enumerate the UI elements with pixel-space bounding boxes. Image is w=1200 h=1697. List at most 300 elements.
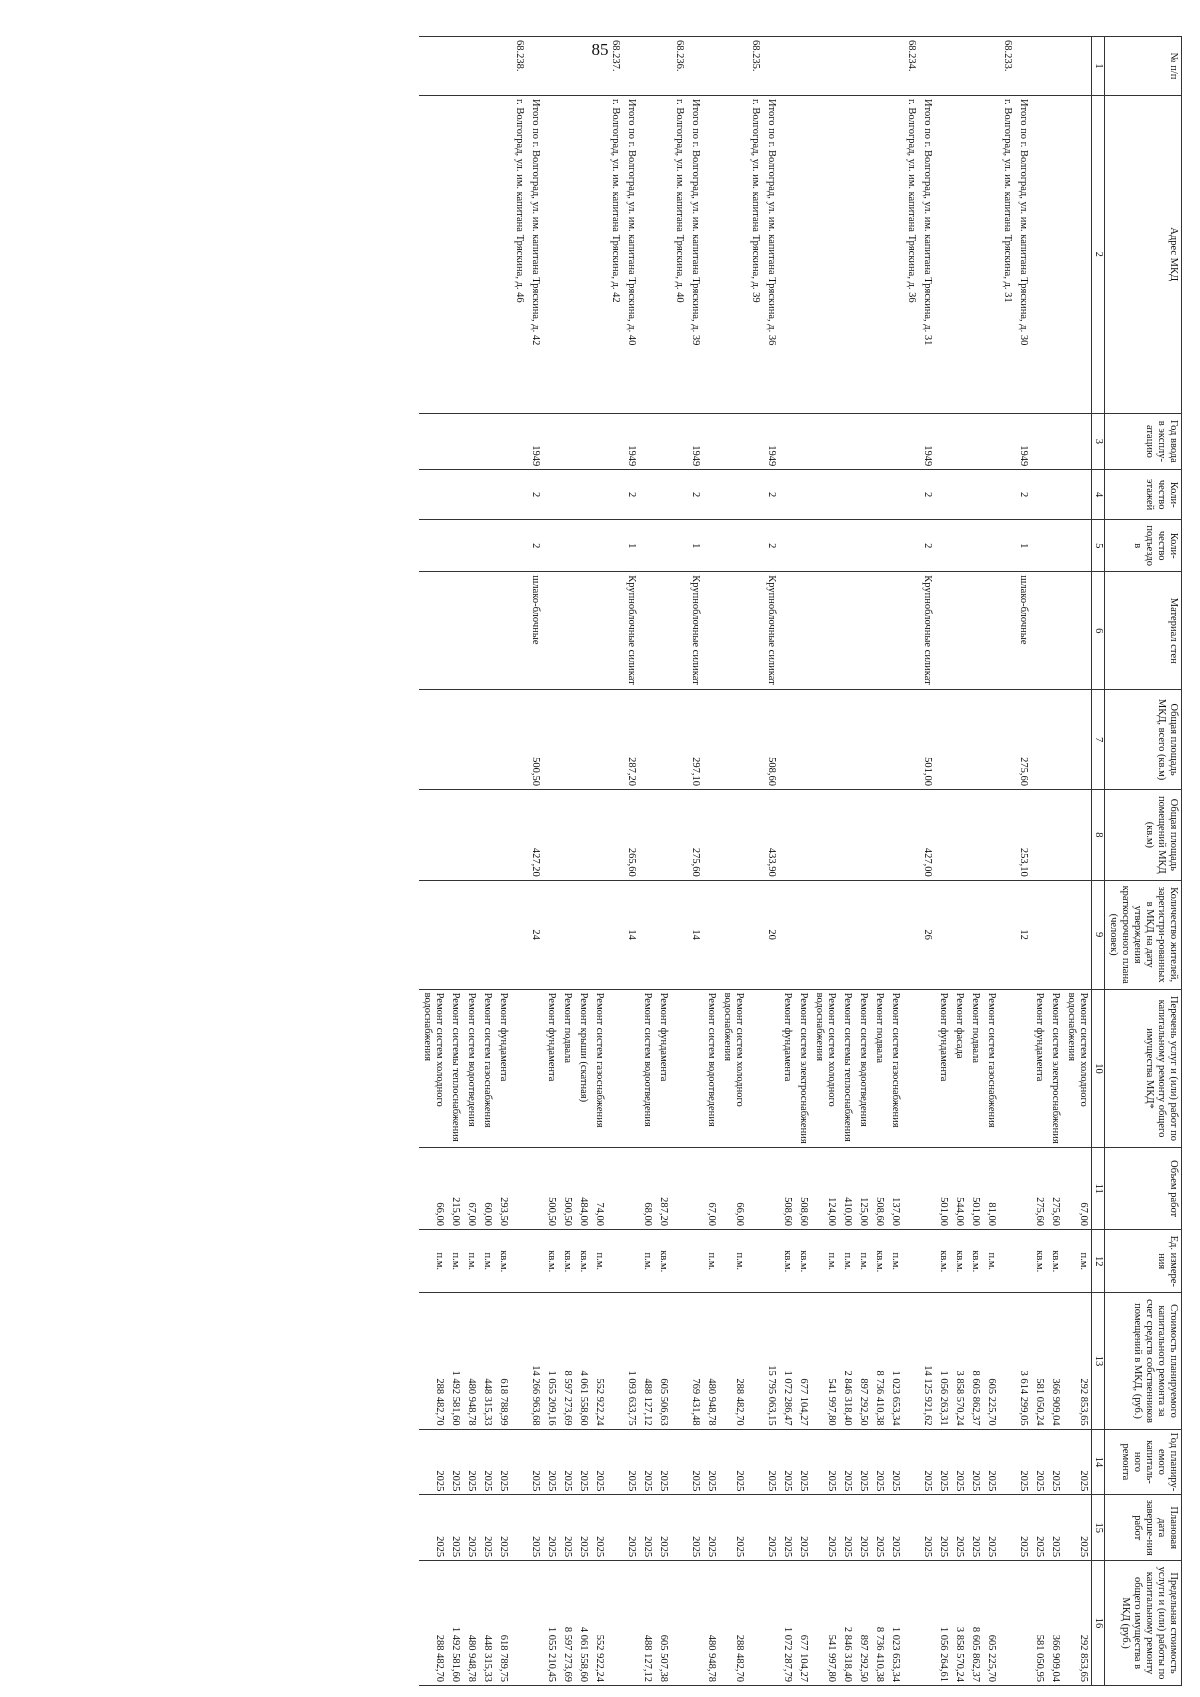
empty-cell: [795, 880, 811, 989]
empty-cell: [871, 572, 887, 690]
empty-cell: [655, 95, 671, 413]
work-volume: 124,00: [811, 1148, 839, 1230]
empty-cell: [935, 572, 951, 690]
page-number: 85: [591, 40, 609, 59]
work-unit: п.м.: [719, 1229, 747, 1293]
empty-cell: [1063, 572, 1092, 690]
empty-cell: [719, 413, 747, 470]
work-unit: кв.м.: [559, 1229, 575, 1293]
house-address: г. Волгоград, ул. им. капитана Тряскина, д. 46: [511, 95, 527, 413]
empty-cell: [559, 690, 575, 790]
house-address: г. Волгоград, ул. им. капитана Тряскина, д. 39: [747, 95, 763, 413]
empty-cell: [655, 520, 671, 572]
work-volume: 66,00: [419, 1148, 447, 1230]
empty-cell: [999, 880, 1015, 989]
empty-cell: [1015, 1561, 1031, 1686]
empty-cell: [999, 790, 1015, 881]
empty-cell: [1047, 790, 1063, 881]
work-name: Ремонт системы теплоснабжения: [839, 989, 855, 1148]
empty-cell: [1031, 520, 1047, 572]
column-header: Материал стен: [1105, 572, 1182, 690]
empty-cell: [527, 1148, 543, 1230]
total-cost: 1 093 633,75: [623, 1293, 639, 1429]
entrances: 1: [687, 520, 703, 572]
empty-cell: [479, 572, 495, 690]
wall-material: Крупноблочные силикат: [763, 572, 779, 690]
residents-count: 14: [687, 880, 703, 989]
empty-cell: [575, 95, 591, 413]
completion-date: 2025: [575, 1495, 591, 1561]
empty-cell: [495, 880, 511, 989]
entrances: 2: [527, 520, 543, 572]
work-row: [639, 37, 655, 1686]
empty-cell: [903, 572, 919, 690]
column-header: № п/п: [1105, 37, 1182, 96]
empty-cell: [779, 95, 795, 413]
house-address: г. Волгоград, ул. им. капитана Тряскина, д. 40: [671, 95, 687, 413]
work-name: Ремонт систем газоснабжения: [479, 989, 495, 1148]
empty-cell: [1047, 880, 1063, 989]
empty-cell: [419, 413, 447, 470]
empty-cell: [855, 95, 871, 413]
work-cost: 288 482,70: [719, 1293, 747, 1429]
empty-cell: [983, 572, 999, 690]
work-name: Ремонт подвала: [871, 989, 887, 1148]
empty-cell: [511, 1561, 527, 1686]
work-row: [811, 37, 839, 1686]
empty-cell: [607, 572, 623, 690]
empty-cell: [719, 37, 747, 96]
empty-cell: [839, 690, 855, 790]
total-row: [919, 37, 935, 1686]
repair-year: 2025: [463, 1429, 479, 1495]
work-row: [935, 37, 951, 1686]
completion-date: 2025: [839, 1495, 855, 1561]
empty-cell: [511, 1293, 527, 1429]
empty-cell: [655, 790, 671, 881]
cost-limit: 1 056 264,61: [935, 1561, 951, 1686]
empty-cell: [671, 1229, 687, 1293]
empty-cell: [607, 1429, 623, 1495]
empty-cell: [919, 989, 935, 1148]
empty-cell: [511, 572, 527, 690]
empty-cell: [1031, 690, 1047, 790]
empty-cell: [983, 790, 999, 881]
entrances: 2: [919, 520, 935, 572]
empty-cell: [703, 413, 719, 470]
column-header: Стоимость планируемого капитального ремонта за счет средств собственников помещений в МКД, (руб.): [1105, 1293, 1182, 1429]
work-cost: 605 225,70: [983, 1293, 999, 1429]
work-volume: 275,60: [1031, 1148, 1047, 1230]
total-cost: 15 795 063,15: [763, 1293, 779, 1429]
cost-limit: 552 922,24: [591, 1561, 607, 1686]
empty-cell: [495, 470, 511, 520]
empty-cell: [463, 790, 479, 881]
empty-cell: [903, 1148, 919, 1230]
empty-cell: [719, 95, 747, 413]
empty-cell: [903, 1561, 919, 1686]
empty-cell: [703, 690, 719, 790]
area-rooms: 427,00: [919, 790, 935, 881]
work-row: [983, 37, 999, 1686]
empty-cell: [935, 413, 951, 470]
work-name: Ремонт систем водоотведения: [463, 989, 479, 1148]
column-header: Ед. измере-ния: [1105, 1229, 1182, 1293]
empty-cell: [607, 1495, 623, 1561]
completion-date: 2025: [1047, 1495, 1063, 1561]
empty-cell: [671, 690, 687, 790]
cost-limit: 677 104,27: [795, 1561, 811, 1686]
work-unit: п.м.: [887, 1229, 903, 1293]
empty-cell: [839, 520, 855, 572]
empty-cell: [839, 37, 855, 96]
work-volume: 508,60: [779, 1148, 795, 1230]
repair-year: 2025: [639, 1429, 655, 1495]
work-cost: 541 997,80: [811, 1293, 839, 1429]
cost-limit: 2 846 318,40: [839, 1561, 855, 1686]
empty-cell: [903, 1429, 919, 1495]
column-header: Год ввода в эксплу-атацию: [1105, 413, 1182, 470]
floors: 2: [623, 470, 639, 520]
empty-cell: [967, 520, 983, 572]
empty-cell: [999, 520, 1015, 572]
empty-cell: [1063, 690, 1092, 790]
column-number-row: [1092, 37, 1105, 1686]
work-cost: 677 104,27: [795, 1293, 811, 1429]
empty-cell: [1063, 95, 1092, 413]
area-rooms: 433,90: [763, 790, 779, 881]
house-row: [607, 37, 623, 1686]
empty-cell: [447, 572, 463, 690]
empty-cell: [559, 520, 575, 572]
empty-cell: [1047, 520, 1063, 572]
work-volume: 125,00: [855, 1148, 871, 1230]
empty-cell: [511, 520, 527, 572]
work-row: [795, 37, 811, 1686]
empty-cell: [855, 413, 871, 470]
house-address: г. Волгоград, ул. им. капитана Тряскина, д. 36: [903, 95, 919, 413]
empty-cell: [967, 37, 983, 96]
empty-cell: [951, 413, 967, 470]
completion-date: 2025: [763, 1495, 779, 1561]
empty-cell: [607, 1148, 623, 1230]
empty-cell: [951, 95, 967, 413]
floors: 2: [763, 470, 779, 520]
empty-cell: [703, 520, 719, 572]
completion-date: 2025: [543, 1495, 559, 1561]
column-number: 1: [1092, 37, 1105, 96]
work-cost: 448 315,33: [479, 1293, 495, 1429]
empty-cell: [671, 1293, 687, 1429]
empty-cell: [575, 880, 591, 989]
empty-cell: [747, 1293, 763, 1429]
cost-limit: 618 789,75: [495, 1561, 511, 1686]
work-row: [575, 37, 591, 1686]
work-volume: 500,50: [543, 1148, 559, 1230]
total-address: Итого по г. Волгоград, ул. им. капитана Тряскина, д. 30: [1015, 95, 1031, 413]
work-unit: п.м.: [419, 1229, 447, 1293]
empty-cell: [719, 572, 747, 690]
repair-year: 2025: [1031, 1429, 1047, 1495]
empty-cell: [1031, 37, 1047, 96]
empty-cell: [623, 1148, 639, 1230]
column-number: 8: [1092, 790, 1105, 881]
cost-limit: 581 050,95: [1031, 1561, 1047, 1686]
work-row: [871, 37, 887, 1686]
work-row: [951, 37, 967, 1686]
empty-cell: [1063, 520, 1092, 572]
work-row: [1031, 37, 1047, 1686]
work-row: [1063, 37, 1092, 1686]
cost-limit: 4 061 558,60: [575, 1561, 591, 1686]
empty-cell: [747, 880, 763, 989]
empty-cell: [419, 790, 447, 881]
year-built: 1949: [1015, 413, 1031, 470]
work-cost: 288 482,70: [419, 1293, 447, 1429]
work-unit: кв.м.: [935, 1229, 951, 1293]
cost-limit: 8 597 273,69: [559, 1561, 575, 1686]
work-unit: п.м.: [1063, 1229, 1092, 1293]
repair-year: 2025: [855, 1429, 871, 1495]
row-number: 68.236.: [671, 37, 687, 96]
empty-cell: [1031, 470, 1047, 520]
empty-cell: [623, 989, 639, 1148]
empty-cell: [747, 1229, 763, 1293]
empty-cell: [747, 790, 763, 881]
empty-cell: [1015, 1148, 1031, 1230]
work-cost: 3 858 570,24: [951, 1293, 967, 1429]
empty-cell: [575, 790, 591, 881]
repair-year: 2025: [559, 1429, 575, 1495]
header-row: [1105, 37, 1182, 1686]
empty-cell: [463, 880, 479, 989]
empty-cell: [795, 790, 811, 881]
work-volume: 215,00: [447, 1148, 463, 1230]
empty-cell: [687, 1229, 703, 1293]
empty-cell: [795, 520, 811, 572]
empty-cell: [623, 1561, 639, 1686]
work-unit: кв.м.: [1031, 1229, 1047, 1293]
work-volume: 67,00: [703, 1148, 719, 1230]
empty-cell: [671, 989, 687, 1148]
work-volume: 293,50: [495, 1148, 511, 1230]
empty-cell: [747, 1561, 763, 1686]
empty-cell: [811, 37, 839, 96]
empty-cell: [871, 470, 887, 520]
wall-material: шлако-блочные: [527, 572, 543, 690]
work-volume: 501,00: [935, 1148, 951, 1230]
work-unit: п.м.: [703, 1229, 719, 1293]
work-name: Ремонт систем газоснабжения: [591, 989, 607, 1148]
empty-cell: [479, 690, 495, 790]
empty-cell: [887, 470, 903, 520]
empty-cell: [887, 37, 903, 96]
cost-limit: 605 507,38: [655, 1561, 671, 1686]
repair-year: 2025: [703, 1429, 719, 1495]
empty-cell: [871, 790, 887, 881]
empty-cell: [623, 37, 639, 96]
empty-cell: [703, 572, 719, 690]
empty-cell: [839, 470, 855, 520]
empty-cell: [559, 37, 575, 96]
repair-year: 2025: [871, 1429, 887, 1495]
cost-limit: 1 492 581,60: [447, 1561, 463, 1686]
empty-cell: [463, 37, 479, 96]
empty-cell: [511, 790, 527, 881]
empty-cell: [967, 690, 983, 790]
empty-cell: [839, 790, 855, 881]
empty-cell: [935, 790, 951, 881]
completion-date: 2025: [419, 1495, 447, 1561]
work-unit: кв.м.: [543, 1229, 559, 1293]
repair-year: 2025: [779, 1429, 795, 1495]
work-unit: п.м.: [983, 1229, 999, 1293]
empty-cell: [747, 413, 763, 470]
empty-cell: [763, 37, 779, 96]
completion-date: 2025: [527, 1495, 543, 1561]
work-name: Ремонт систем электроснабжения: [795, 989, 811, 1148]
work-unit: п.м.: [639, 1229, 655, 1293]
empty-cell: [591, 790, 607, 881]
empty-cell: [671, 1495, 687, 1561]
work-row: [463, 37, 479, 1686]
empty-cell: [855, 790, 871, 881]
empty-cell: [779, 520, 795, 572]
empty-cell: [871, 95, 887, 413]
work-unit: кв.м.: [1047, 1229, 1063, 1293]
work-row: [559, 37, 575, 1686]
floors: 2: [919, 470, 935, 520]
residents-count: 26: [919, 880, 935, 989]
empty-cell: [795, 690, 811, 790]
empty-cell: [887, 790, 903, 881]
empty-cell: [855, 470, 871, 520]
empty-cell: [919, 1148, 935, 1230]
total-address: Итого по г. Волгоград, ул. им. капитана Тряскина, д. 31: [919, 95, 935, 413]
column-number: 12: [1092, 1229, 1105, 1293]
empty-cell: [639, 413, 655, 470]
total-address: Итого по г. Волгоград, ул. им. капитана Тряскина, д. 40: [623, 95, 639, 413]
column-number: 16: [1092, 1561, 1105, 1686]
house-address: г. Волгоград, ул. им. капитана Тряскина, д. 31: [999, 95, 1015, 413]
empty-cell: [543, 95, 559, 413]
empty-cell: [639, 37, 655, 96]
empty-cell: [967, 880, 983, 989]
empty-cell: [903, 880, 919, 989]
empty-cell: [607, 470, 623, 520]
work-name: Ремонт подвала: [967, 989, 983, 1148]
work-unit: кв.м.: [779, 1229, 795, 1293]
work-unit: п.м.: [479, 1229, 495, 1293]
work-volume: 508,60: [871, 1148, 887, 1230]
empty-cell: [779, 37, 795, 96]
empty-cell: [703, 790, 719, 881]
work-unit: кв.м.: [871, 1229, 887, 1293]
empty-cell: [495, 413, 511, 470]
empty-cell: [763, 989, 779, 1148]
empty-cell: [903, 989, 919, 1148]
cost-limit: 288 482,70: [419, 1561, 447, 1686]
empty-cell: [607, 1293, 623, 1429]
empty-cell: [1015, 989, 1031, 1148]
empty-cell: [655, 880, 671, 989]
total-row: [623, 37, 639, 1686]
repair-year: 2025: [839, 1429, 855, 1495]
empty-cell: [495, 690, 511, 790]
empty-cell: [543, 520, 559, 572]
column-number: 9: [1092, 880, 1105, 989]
work-name: Ремонт систем холодного водоснабжения: [419, 989, 447, 1148]
empty-cell: [511, 1495, 527, 1561]
completion-date: 2025: [1031, 1495, 1047, 1561]
empty-cell: [811, 413, 839, 470]
empty-cell: [479, 880, 495, 989]
work-volume: 68,00: [639, 1148, 655, 1230]
empty-cell: [511, 1229, 527, 1293]
empty-cell: [919, 1561, 935, 1686]
column-header: Объем работ: [1105, 1148, 1182, 1230]
column-header: Плановая дата заверше-ния работ: [1105, 1495, 1182, 1561]
empty-cell: [575, 413, 591, 470]
area-total: 501,00: [919, 690, 935, 790]
empty-cell: [871, 690, 887, 790]
empty-cell: [983, 520, 999, 572]
column-number: 6: [1092, 572, 1105, 690]
empty-cell: [887, 880, 903, 989]
empty-cell: [779, 690, 795, 790]
repair-year: 2025: [967, 1429, 983, 1495]
empty-cell: [447, 790, 463, 881]
cost-limit: 292 853,65: [1063, 1561, 1092, 1686]
empty-cell: [763, 1148, 779, 1230]
empty-cell: [419, 520, 447, 572]
cost-limit: 605 225,70: [983, 1561, 999, 1686]
completion-date: 2025: [935, 1495, 951, 1561]
work-cost: 4 061 558,60: [575, 1293, 591, 1429]
table-body: [419, 37, 1092, 1686]
empty-cell: [671, 880, 687, 989]
empty-cell: [479, 37, 495, 96]
year-built: 1949: [623, 413, 639, 470]
completion-date: 2025: [559, 1495, 575, 1561]
empty-cell: [999, 690, 1015, 790]
residents-count: 12: [1015, 880, 1031, 989]
completion-date: 2025: [623, 1495, 639, 1561]
work-name: Ремонт фасада: [951, 989, 967, 1148]
work-row: [447, 37, 463, 1686]
work-cost: 552 922,24: [591, 1293, 607, 1429]
cost-limit: 488 127,12: [639, 1561, 655, 1686]
work-cost: 8 597 273,69: [559, 1293, 575, 1429]
work-cost: 366 909,04: [1047, 1293, 1063, 1429]
total-address: Итого по г. Волгоград, ул. им. капитана Тряскина, д. 36: [763, 95, 779, 413]
empty-cell: [511, 1429, 527, 1495]
area-rooms: 275,60: [687, 790, 703, 881]
empty-cell: [479, 790, 495, 881]
empty-cell: [671, 790, 687, 881]
wall-material: Крупноблочные силикат: [623, 572, 639, 690]
work-row: [591, 37, 607, 1686]
empty-cell: [607, 1561, 623, 1686]
empty-cell: [419, 880, 447, 989]
work-cost: 1 056 263,31: [935, 1293, 951, 1429]
empty-cell: [463, 572, 479, 690]
empty-cell: [495, 37, 511, 96]
work-name: Ремонт фундамента: [779, 989, 795, 1148]
repair-year: 2025: [591, 1429, 607, 1495]
column-header: Перечень услуг и (или) работ по капитальному ремонту общего имущества МКД*: [1105, 989, 1182, 1148]
empty-cell: [559, 95, 575, 413]
